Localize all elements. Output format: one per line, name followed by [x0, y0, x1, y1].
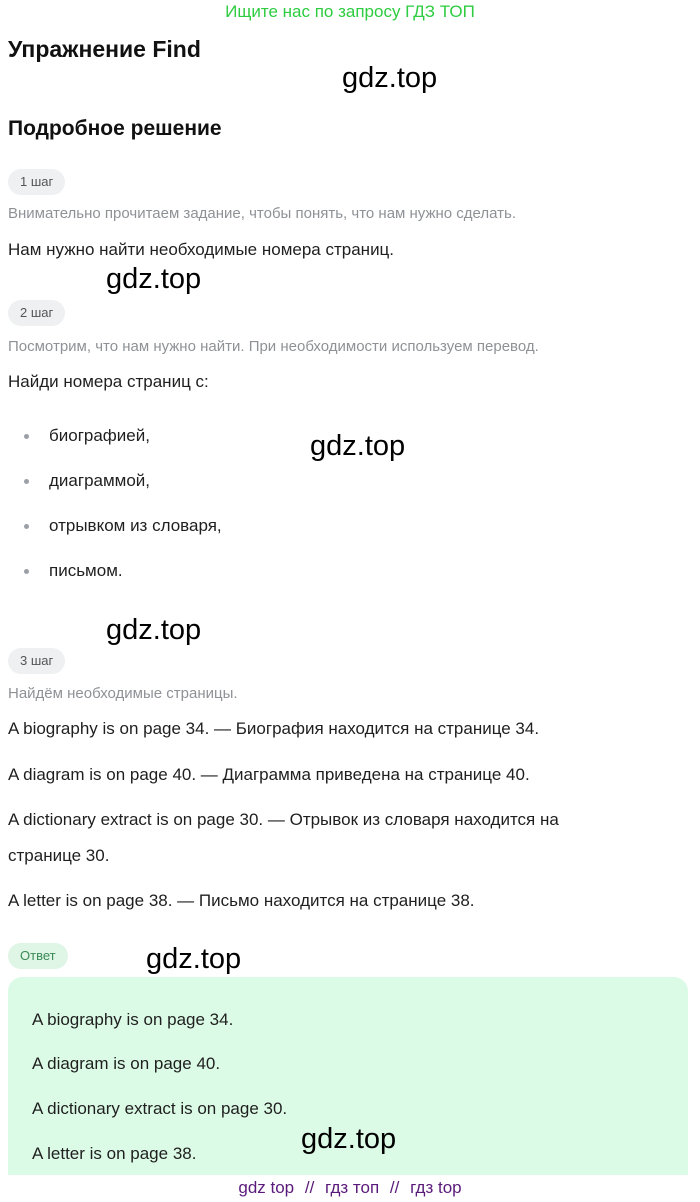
- footer-separator: //: [389, 1178, 400, 1197]
- footer-separator: //: [304, 1178, 315, 1197]
- list-item: письмом.: [24, 557, 222, 602]
- watermark: gdz.top: [301, 1123, 397, 1155]
- step-1-badge: 1 шаг: [8, 169, 65, 195]
- answer-line: A dictionary extract is on page 30.: [32, 1099, 288, 1118]
- answer-line: A diagram is on page 40.: [32, 1054, 221, 1073]
- list-item: биографией,: [24, 422, 222, 467]
- footer-link[interactable]: гдз топ: [325, 1178, 380, 1197]
- footer: [0, 1176, 700, 1200]
- watermark: gdz.top: [106, 263, 202, 295]
- watermark: gdz.top: [310, 430, 406, 462]
- list-item: диаграммой,: [24, 467, 222, 512]
- step-2-badge: 2 шаг: [8, 300, 65, 326]
- step-3-line: A biography is on page 34. — Биография находится на странице 34.: [8, 719, 540, 738]
- step-1-text: Нам нужно найти необходимые номера страниц.: [8, 240, 395, 259]
- footer-link[interactable]: гдз top: [410, 1178, 462, 1197]
- step-2-text: Найди номера страниц с:: [8, 372, 209, 391]
- list-item: отрывком из словаря,: [24, 512, 222, 557]
- answer-badge: Ответ: [8, 943, 68, 969]
- step-2-hint: Посмотрим, что нам нужно найти. При необходимости используем перевод.: [8, 338, 539, 355]
- step-3-line: A dictionary extract is on page 30. — Отрывок из словаря находится на: [8, 810, 559, 829]
- solution-heading: Подробное решение: [8, 117, 222, 140]
- answer-line: A letter is on page 38.: [32, 1144, 197, 1163]
- watermark: gdz.top: [342, 62, 438, 94]
- answer-line: A biography is on page 34.: [32, 1010, 234, 1029]
- page-title: Упражнение Find: [8, 36, 201, 62]
- step-3-line: A letter is on page 38. — Письмо находится на странице 38.: [8, 891, 475, 910]
- footer-link[interactable]: gdz top: [238, 1178, 295, 1197]
- watermark: gdz.top: [146, 943, 242, 975]
- step-3-line: странице 30.: [8, 846, 110, 865]
- watermark: gdz.top: [106, 614, 202, 646]
- top-banner: Ищите нас по запросу ГДЗ ТОП: [225, 2, 475, 21]
- step-1-hint: Внимательно прочитаем задание, чтобы понять, что нам нужно сделать.: [8, 205, 517, 222]
- step-2-list: [24, 422, 222, 602]
- step-3-badge: 3 шаг: [8, 648, 65, 674]
- step-3-line: A diagram is on page 40. — Диаграмма приведена на странице 40.: [8, 765, 530, 784]
- step-3-hint: Найдём необходимые страницы.: [8, 685, 238, 702]
